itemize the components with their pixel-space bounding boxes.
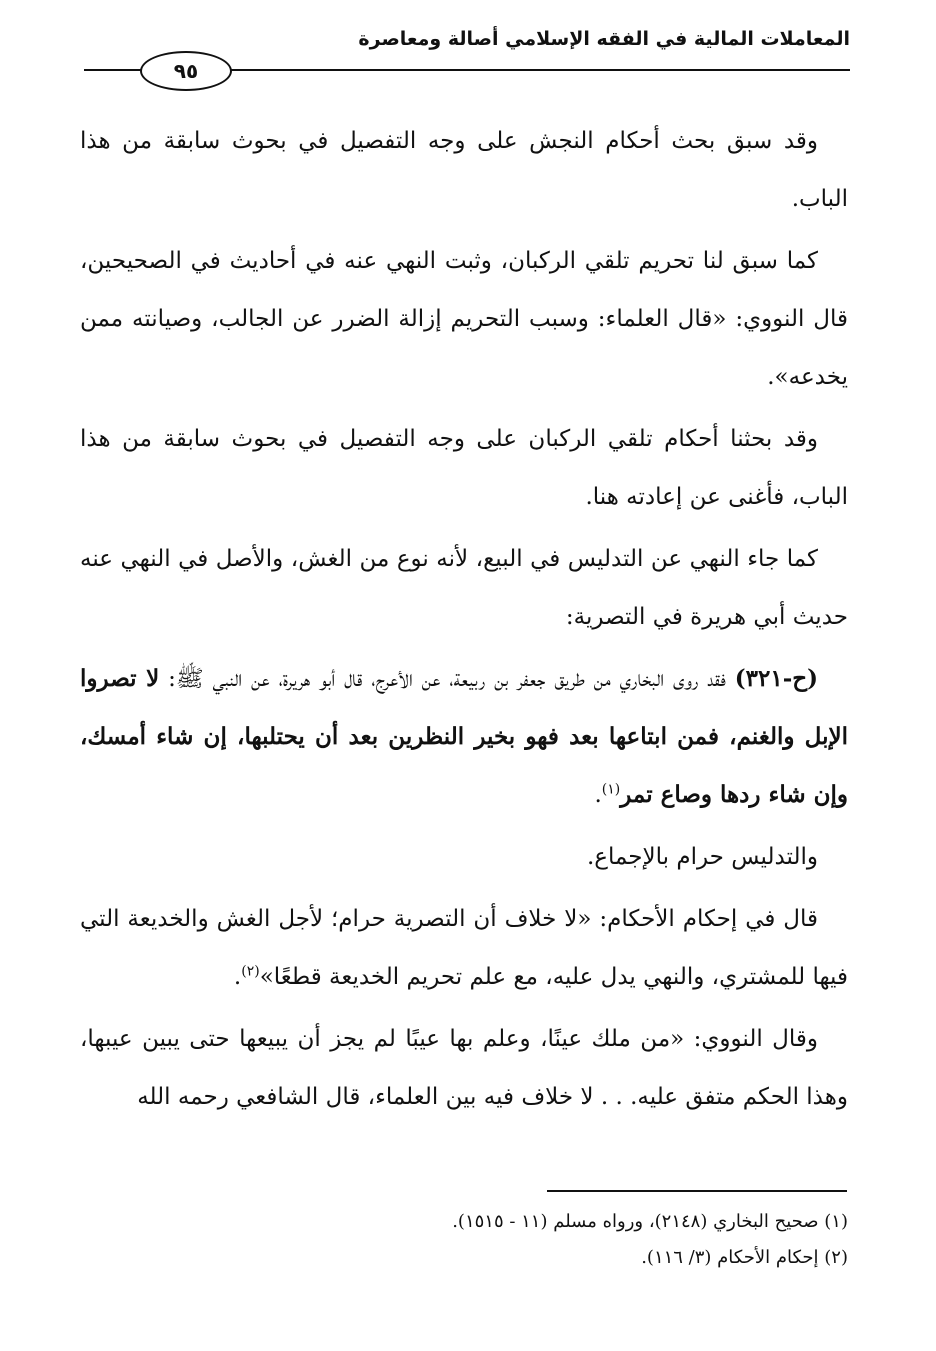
footnote-ref-2: (٢): [241, 963, 260, 980]
paragraph-8: وقال النووي: «من ملك عينًا، وعلم بها عيبًا لم يجز أن يبيعها حتى يبين عيبها، وهذا الحكم متفق عليه. . . لا خلاف فيه بين العلماء، قال الشافعي رحمه الله: [80, 1026, 848, 1110]
paragraph-7-end: .: [233, 964, 242, 990]
footnotes: [80, 1204, 848, 1276]
running-title: المعاملات المالية في الفقه الإسلامي أصالة ومعاصرة: [358, 28, 850, 50]
paragraph-4: كما جاء النهي عن التدليس في البيع، لأنه نوع من الغش، والأصل في النهي عنه حديث أبي هريرة في التصرية:: [80, 546, 848, 630]
paragraph-7: [80, 890, 848, 1006]
main-text: [80, 112, 848, 1130]
page-number: ٩٥: [140, 51, 232, 91]
hadith-text: لا تصروا الإبل والغنم، فمن ابتاعها بعد فهو بخير النظرين بعد أن يحتلبها، إن شاء أمسك، وإن شاء ردها وصاع تمر: [80, 665, 848, 808]
paragraph-6: والتدليس حرام بالإجماع.: [586, 844, 818, 870]
footnote-ref-1: (١): [601, 781, 621, 798]
footnote-separator: [547, 1190, 847, 1192]
hadith-number: (ح-٣٢١): [734, 665, 818, 692]
hadith-chain: فقد روى البخاري من طريق جعفر بن ربيعة، عن الأعرج، قال أبو هريرة، عن النبي ﷺ:: [159, 666, 735, 692]
paragraph-5-hadith: [80, 650, 848, 824]
paragraph-3: وقد بحثنا أحكام تلقي الركبان على وجه التفصيل في بحوث سابقة من هذا الباب، فأغنى عن إعادته هنا.: [80, 426, 848, 510]
paragraph-5-end: .: [594, 782, 602, 808]
page-header: [84, 22, 850, 92]
footnote-2: (٢) إحكام الأحكام (٣/ ١١٦).: [641, 1247, 848, 1268]
paragraph-2: كما سبق لنا تحريم تلقي الركبان، وثبت النهي عنه في أحاديث في الصحيحين، قال النووي: «قال العلماء: وسبب التحريم إزالة الضرر عن الجالب، وصيانته ممن يخدعه».: [80, 248, 848, 390]
paragraph-7-text: قال في إحكام الأحكام: «لا خلاف أن التصرية حرام؛ لأجل الغش والخديعة التي فيها للمشتري، والنهي يدل عليه، مع علم تحريم الخديعة قطعًا»: [80, 906, 848, 990]
footnote-1: (١) صحيح البخاري (٢١٤٨)، ورواه مسلم (١١ - ١٥١٥).: [452, 1211, 848, 1232]
paragraph-1: وقد سبق بحث أحكام النجش على وجه التفصيل في بحوث سابقة من هذا الباب.: [80, 128, 848, 212]
